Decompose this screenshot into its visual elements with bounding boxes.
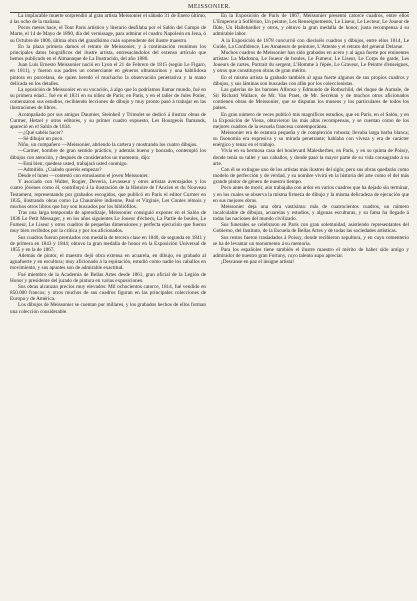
article-paragraph: Además de pintor, el maestro dejó obra extensa en acuarela, en dibujo, en grabado al aguafuerte y en escultura; muy aficionado á la equitación, estudió como nadie los caballos en movimiento, y sus apuntes son de admirable exactitud. [10,253,206,272]
article-paragraph: —Está bien; quédese usted, trabajará usted conmigo. [18,160,128,167]
article-paragraph: Fué miembro de la Academia de Bellas Artes desde 1861, gran oficial de la Legión de Honor y presidente del jurado de pintura en varias exposiciones. [10,271,206,284]
article-paragraph: Para los españoles tiene también el ilustre maestro el mérito de haber sido amigo y admirador de nuestro gran Fortuny, cuyo talento supo apreciar. [213,246,409,260]
article-paragraph: —Sé dibujar un poco. [18,136,64,143]
article-paragraph: En el mismo artista la grabado también al agua fuerte algunos de sus propios cuadros y dibujos, y sus láminas son buscadas con afán por los coleccionistas. [213,74,409,87]
article-paragraph: —Admitido. ¿Cuándo queréis empezar? [18,166,102,173]
article-paragraph: En la Exposición de París de 1867, Meissonier presentó catorce cuadros, entre ellos L'Empereur à Solférino, Un peintre, Les Renseignements, Le Liseur, Le Lecteur, Le Joueur de flûte, Un Hallebardier y otros, y obtuvo la gran medalla de honor, justa recompensa á su admirable labor. [213,13,409,38]
article-paragraph: Sus funerales se celebraron en París con gran solemnidad, asistiendo representantes del Gobierno, del Instituto, de la Escuela de Bellas Artes y de todas las sociedades artísticas. [213,222,409,235]
article-paragraph: Sus restos fueron trasladados á Poissy, donde recibieron sepultura, y en cuyo cementerio se ha de levantar un monumento á su memoria. [213,234,409,247]
article-paragraph: Las galerías de los barones Alfonso y Edmundo de Rothschild, del duque de Aumale, de Sir Richard Wallace, de Mr. Van Praet, de Mr. Secrétan y de muchos otros aficionados contienen obras de Meissonier, que se disputan los museos y los particulares de todos los países. [213,86,409,112]
article-paragraph: Juan Luis Ernesto Meissonier nació en Lyon el 21 de Febrero de 1815 (según Le Figaro, en 1811), y fueron sus padres un comerciante en géneros ultramarinos y una habilidosa pintora en porcelana, de quien heredó el muchacho la observación penetrativa y la mano delicada en los detalles. [10,62,206,87]
article-paragraph: —Carmer, hombre de gran sentido práctico, y además bueno y honrado, contempló los dibujos con atención, y después de considerarlos un momento, dijo: [10,148,206,161]
article-paragraph: Muchos cuadros de Meissonier han sido grabados en acero y al agua fuerte por eminentes artistas: La Madonna, Le Joueur de boules, Le Fumeur, Le Liseur, Le Corps de garde, Les Joueurs de cartes, Portrait du sergent, L'Homme à l'épée, Le Graveur, Le Peintre d'enseignes, y otros que constituyen obras de gran mérito. [213,49,409,75]
article-paragraph: Desde el lunes —contestó con entusiasmo el joven Meissonier. [18,173,149,180]
article-paragraph: En la plaza primera damos el retrato de Meissonier, y á continuación reunimos los principales datos biográficos del ilustre artista, entresacándolos del extenso artículo que hemos publicado en el Almanaque de La Ilustración, del año 1880. [10,43,206,63]
article-paragraph: Tras una larga temporada de aprendizaje, Meissonier consiguió exponer en el Salón de 1836 Le Petit Messager, y en los años siguientes Le Joueur d'échecs, La Partie de boules, Le Fumeur, Le Liseur y otros cuadros de pequeñas dimensiones y perfecta ejecución que fueron muy bien recibidos por la crítica y por los aficionados. [10,210,206,235]
article-paragraph: La implacable muerte sorprendió al gran artista Meissonier el sábado 31 de Enero último, á las ocho de la mañana. [10,13,206,26]
article-paragraph: La oposición de Meissonier en su vocación, á algo que lo podríamos llamar mundo, fué en su primera edad... fué en el 1831 en su niñez de París; en París, y en el taller de Jules Potier, comenzaron sus estudios, recibiendo lecciones de dibujo y muy pronto pasó á trabajar en las ilustraciones de libros. [10,86,206,112]
article-paragraph: Sus obras alcanzan precios muy elevados: Mil ochocientos catorce, 1814, fué vendido en 850.000 francos; y otros muchos de sus cuadros figuran en las principales colecciones de Europa y de América. [10,283,206,303]
article-paragraph: Vivía en su hermosa casa del boulevard Malesherbes, en París, y en su quinta de Poissy, donde tenía su taller y sus caballos, y donde pasó la mayor parte de su vida consagrado á su arte. [213,148,409,167]
article-paragraph: Y asociado con Walter, Rogier, Deveria, Levasseur y otros artistas aventajados y los cuatro jóvenes como él, contribuyó á la ilustración de la Histoire de l'Ancien et du Nouveau Testament, representando por grabados escogidos, que publicó en París el editor Curmer en 1835, ilustrando obras como La Chaumière indienne, Paul et Virginie, Les Contes rémois y muchos otros libros que hoy son buscados por los bibliófilos. [10,179,206,210]
article-paragraph: Poco antes de morir, aún trabajaba con ardor en varios cuadros que ha dejado sin terminar, y en los cuales se observa la misma firmeza de dibujo y la misma delicadeza de ejecución que en sus mejores obras. [213,185,409,204]
article-paragraph: Acompañado por sus amigos Daumier, Steinheil y Trimolet se dedicó á ilustrar obras de Curmer, Hetzel y otros editores, y su primer cuadro expuesto, Les Bourgeois flamands, apareció en el Salón de 1834. [10,111,206,130]
article-paragraph: Niño, un compañero —Meissonier, abriendo la cartera y mostrando los cuatro dibujos. [18,142,198,149]
article-paragraph: En gran número de veces publicó mis magníficos estudios, que en París, en el Salón, y en la Exposición de Viena, obtuvieron las más altas recompensas, y se cuentan como de los mejores cuadros de la escuela francesa contemporánea. [213,111,409,130]
article-paragraph: A la Exposición de 1878 concurrió con dieciséis cuadros y dibujos, entre ellos 1814, Le Guide, La Confidence, Les Amateurs de peinture, L'Attente y el retrato del general Delarue. [213,37,409,50]
page-header: MEISSONIER. [187,4,231,10]
article-paragraph: —¿Qué sabéis hacer? [18,129,63,136]
left-column [10,13,206,601]
article-paragraph: Meissonier deja una obra vastísima: más de cuatrocientos cuadros, un número incalculable de dibujos, acuarelas y estudios, y algunas esculturas, y su fama ha llegado á todas las naciones del mundo civilizado. [213,203,409,223]
article-paragraph: ¡Descanse en paz el insigne artista! [221,259,295,266]
article-paragraph: Sus cuadros fueron premiados con medalla de tercera clase en 1840, de segunda en 1841 y de primera en 1843 y 1844; obtuvo la gran medalla de honor en la Exposición Universal de 1855 y en la de 1867. [10,234,206,253]
text-columns [10,13,409,601]
article-paragraph: Los dibujos de Meissonier se cuentan por millares, y los grabados hechos de ellos forman una colección considerable. [10,302,206,315]
right-column [213,13,409,601]
article-paragraph: Meissonier era de estatura pequeña y de complexión robusta; llevaba larga barba blanca; su fisonomía era expresiva y su mirada penetrante; hablaba con viveza y era de carácter enérgico y tenaz en el trabajo. [213,129,409,149]
article-paragraph: Con él se extingue uno de los artistas más ilustres del siglo; pero sus obras quedarán como modelo de perfección y de verdad, y su nombre vivirá en la historia del arte como el del más grande pintor de género de nuestro tiempo. [213,166,409,186]
article-paragraph: Pocos meses hace, el Tout Paris artístico y literario desfilaba por el Salón del Campo de Marte, el 14 de Mayo de 1890, día del vernissage, para admirar el cuadro Napoleón en Jena, ó su Octubre de 1806, última obra del grandísimo cuán soprendente del ilustre maestro. [10,25,206,44]
